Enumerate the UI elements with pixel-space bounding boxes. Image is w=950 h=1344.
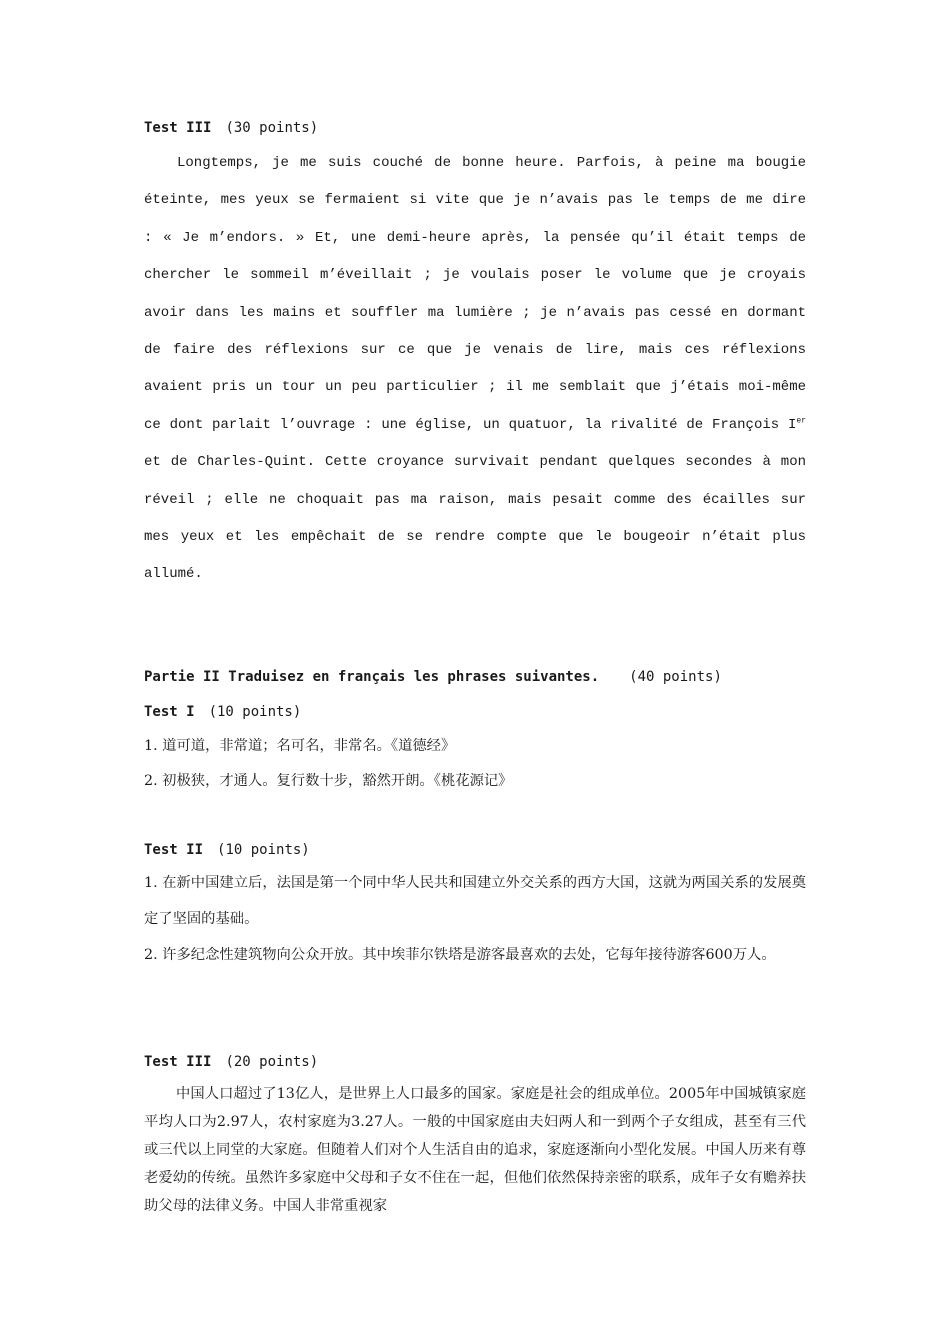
french-passage-superscript: er [796, 416, 806, 426]
test1-item-2: 2. 初极狭，才通人。复行数十步，豁然开朗。《桃花源记》 [144, 773, 513, 789]
test3-passage: 中国人口超过了13亿人，是世界上人口最多的国家。家庭是社会的组成单位。2005年中国城镇家庭平均人口为2.97人，农村家庭为3.27人。一般的中国家庭由夫妇两人和一到两个子女组成，甚至有三代或三代以上同堂的大家庭。但随着人们对个人生活自由的追求，家庭逐渐向小型化发展。中国人历来有尊老爱幼的传统。虽然许多家庭中父母和子女不住在一起，但他们依然保持亲密的联系，成年子女有赡养扶助父母的法律义务。中国人非常重视家 [144, 1086, 806, 1214]
test2-item-2: 2. 许多纪念性建筑物向公众开放。其中埃菲尔铁塔是游客最喜欢的去处，它每年接待游客600万人。 [144, 947, 776, 963]
part2-points: (40 points) [629, 669, 722, 685]
part2-title: Partie II Traduisez en français les phrases suivantes. [144, 669, 600, 685]
part1-test3-points: (30 points) [225, 120, 319, 136]
test3-title: Test III [144, 1054, 212, 1070]
test1-heading [144, 704, 301, 720]
test2-title: Test II [144, 842, 204, 858]
test2-points: (10 points) [217, 842, 310, 858]
test2-item-1: 1. 在新中国建立后，法国是第一个同中华人民共和国建立外交关系的西方大国，这就为两国关系的发展奠定了坚固的基础。 [144, 875, 806, 927]
test1-points: (10 points) [208, 704, 302, 720]
test1-title: Test I [144, 704, 195, 720]
part2-heading [144, 669, 722, 685]
french-passage [144, 145, 806, 594]
part1-test3-heading [144, 120, 318, 136]
test3-points: (20 points) [225, 1054, 319, 1070]
test2-heading [144, 842, 310, 858]
test1-item-1: 1. 道可道，非常道；名可名，非常名。《道德经》 [144, 738, 456, 754]
french-passage-part2: et de Charles-Quint. Cette croyance survivait pendant quelques secondes à mon réveil ; elle ne choquait pas ma raison, mais pesait comme des écailles sur mes yeux et les empêchait de se rendre compte que le bougeoir n’était plus allumé. [144, 454, 806, 583]
part1-test3-title: Test III [144, 120, 212, 136]
french-passage-part1: Longtemps, je me suis couché de bonne heure. Parfois, à peine ma bougie éteinte, mes yeux se fermaient si vite que je n’avais pas le temps de me dire : « Je m’endors. » Et, une demi-heure après, la pensée qu’il était temps de chercher le sommeil m’éveillait ; je voulais poser le volume que je croyais avoir dans les mains et souffler ma lumière ; je n’avais pas cessé en dormant de faire des réflexions sur ce que je venais de lire, mais ces réflexions avaient pris un tour un peu particulier ; il me semblait que j’étais moi-même ce dont parlait l’ouvrage : une église, un quatuor, la rivalité de François I [144, 155, 806, 433]
test3-heading [144, 1054, 318, 1070]
